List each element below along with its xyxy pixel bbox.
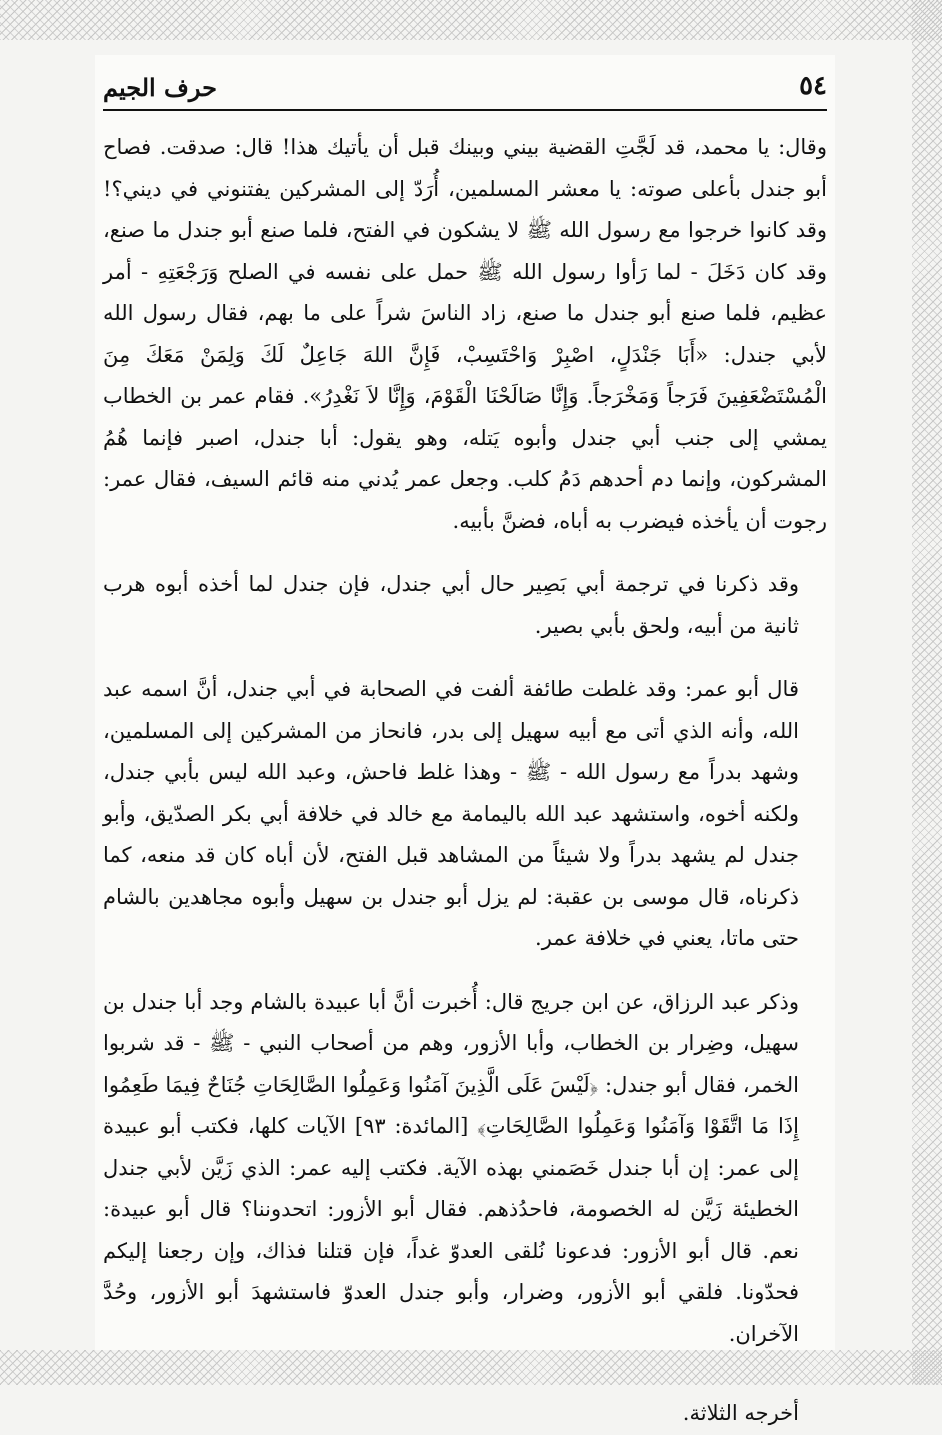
chapter-title: حرف الجيم <box>103 73 217 102</box>
paragraph-2: وقد ذكرنا في ترجمة أبي بَصِير حال أبي جندل، فإن جندل لما أخذه أبوه هرب ثانية من أبيه، ولحق بأبي بصير. <box>103 572 799 638</box>
page-header <box>103 67 827 111</box>
paragraph-4: وذكر عبد الرزاق، عن ابن جريج قال: أُخبرت أنَّ أبا عبيدة بالشام وجد أبا جندل بن سهيل، وضِرار بن الخطاب، وأبا الأزور، وهم من أصحاب النبي - ﷺ - قد شربوا الخمر، فقال أبو جندل: ﴿لَيْسَ عَلَى الَّذِينَ آمَنُوا وَعَمِلُوا الصَّالِحَاتِ جُنَاحٌ فِيمَا طَعِمُوا إِذَا مَا اتَّقَوْا وَآمَنُوا وَعَمِلُوا الصَّالِحَاتِ﴾ [المائدة: ٩٣] الآيات كلها، فكتب أبو عبيدة إلى عمر: إن أبا جندل خَصَمني بهذه الآية. فكتب إليه عمر: الذي زَيَّن لأبي جندل الخطيئة زَيَّن له الخصومة، فاحدُذهم. فقال أبو الأزور: اتحدوننا؟ قال أبو عبيدة: نعم. قال أبو الأزور: فدعونا نُلقى العدوّ غداً، فإن قتلنا فذاك، وإن رجعنا إليكم فحدّونا. فلقي أبو الأزور، وضرار، وأبو جندل العدوّ فاستشهدَ أبو الأزور، وحُدَّ الآخران. <box>103 989 799 1346</box>
page-body <box>103 127 827 1435</box>
decorative-border-top <box>0 0 942 40</box>
page-number: ٥٤ <box>799 71 827 101</box>
paragraph-3: قال أبو عمر: وقد غلطت طائفة ألفت في الصحابة في أبي جندل، أنَّ اسمه عبد الله، وأنه الذي أتى مع أبيه سهيل إلى بدر، فانحاز من المشركين إلى المسلمين، وشهد بدراً مع رسول الله - ﷺ - وهذا غلط فاحش، وعبد الله ليس بأبي جندل، ولكنه أخوه، واستشهد عبد الله باليمامة مع خالد في خلافة أبي بكر الصدّيق، وأبو جندل لم يشهد بدراً ولا شيئاً من المشاهد قبل الفتح، لأن أباه كان قد منعه، كما ذكرناه، قال موسى بن عقبة: لم يزل أبو جندل بن سهيل وأبوه مجاهدين بالشام حتى ماتا، يعني في خلافة عمر. <box>103 677 799 950</box>
book-page <box>95 55 835 1425</box>
decorative-border-right <box>912 0 942 1385</box>
paragraph-1: وقال: يا محمد، قد لَجَّتِ القضية بيني وبينك قبل أن يأتيك هذا! قال: صدقت. فصاح أبو جندل بأعلى صوته: يا معشر المسلمين، أُرَدّ إلى المشركين يفتنوني في ديني؟! وقد كانوا خرجوا مع رسول الله ﷺ لا يشكون في الفتح، فلما صنع أبو جندل ما صنع، وقد كان دَخَلَ - لما رَأوا رسول الله ﷺ حمل على نفسه في الصلح وَرَجْعَتِهِ - أمر عظيم، فلما صنع أبو جندل ما صنع، زاد الناسَ شراً على ما بهم، فقال رسول الله لأبي جندل: «أَبَا جَنْدَلٍ، اصْبِرْ وَاحْتَسِبْ، فَإِنَّ اللهَ جَاعِلٌ لَكَ وَلِمَنْ مَعَكَ مِنَ الْمُسْتَضْعَفِينَ فَرَجاً وَمَخْرَجاً. وَإِنَّا صَالَحْنَا الْقَوْمَ، وَإِنَّا لاَ نَغْدِرُ». فقام عمر بن الخطاب يمشي إلى جنب أبي جندل وأبوه يَتله، وهو يقول: أبا جندل، اصبر فإنما هُمُ المشركون، وإنما دم أحدهم دَمُ كلب. وجعل عمر يُدني منه قائم السيف، فقال عمر: رجوت أن يأخذه فيضرب به أباه، فضنَّ بأبيه. <box>103 135 827 533</box>
closing-note: أخرجه الثلاثة. <box>682 1401 799 1425</box>
